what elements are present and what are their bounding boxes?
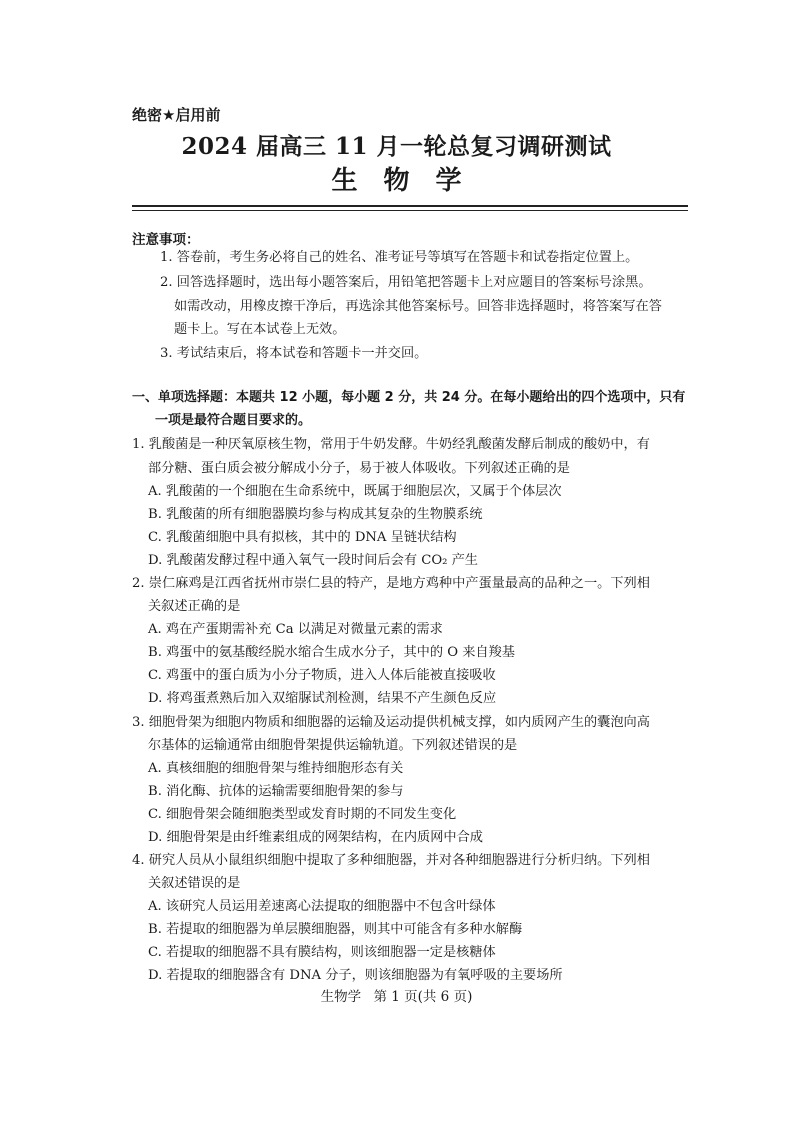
question-stem: 关叙述正确的是 — [148, 599, 241, 614]
question-stem: 尔基体的运输通常由细胞骨架提供运输轨道。下列叙述错误的是 — [148, 738, 518, 753]
option-b: B. 乳酸菌的所有细胞器膜均参与构成其复杂的生物膜系统 — [148, 507, 483, 522]
section-heading-cont: 一项是最符合题目要求的。 — [155, 413, 312, 428]
notice-item: 2. 回答选择题时，选出每小题答案后，用铅笔把答题卡上对应题目的答案标号涂黑。 — [160, 275, 652, 290]
option-a: A. 真核细胞的细胞骨架与维持细胞形态有关 — [148, 761, 404, 776]
header-rule-thin — [132, 210, 688, 211]
header-rule-thick — [132, 205, 688, 207]
option-b: B. 消化酶、抗体的运输需要细胞骨架的参与 — [148, 784, 404, 799]
option-a: A. 乳酸菌的一个细胞在生命系统中，既属于细胞层次，又属于个体层次 — [148, 484, 562, 499]
question-stem: 3. 细胞骨架为细胞内物质和细胞器的运输及运动提供机械支撑，如内质网产生的囊泡向高 — [132, 715, 650, 730]
question-stem: 4. 研究人员从小鼠组织细胞中提取了多种细胞器，并对各种细胞器进行分析归纳。下列相 — [132, 853, 650, 868]
subject-title: 生物学 — [331, 166, 488, 196]
question-stem: 2. 崇仁麻鸡是江西省抚州市崇仁县的特产，是地方鸡种中产蛋量最高的品种之一。下列相 — [132, 576, 650, 591]
notice-item: 题卡上。写在本试卷上无效。 — [174, 322, 346, 337]
page-footer — [0, 985, 793, 1005]
option-c: C. 若提取的细胞器不具有膜结构，则该细胞器一定是核糖体 — [148, 945, 496, 960]
option-a: A. 鸡在产蛋期需补充 Ca 以满足对微量元素的需求 — [148, 622, 443, 637]
question-stem: 部分糖、蛋白质会被分解成小分子，易于被人体吸收。下列叙述正确的是 — [148, 461, 570, 476]
option-d: D. 若提取的细胞器含有 DNA 分子，则该细胞器为有氧呼吸的主要场所 — [148, 968, 563, 983]
option-c: C. 鸡蛋中的蛋白质为小分子物质，进入人体后能被直接吸收 — [148, 668, 496, 683]
option-a: A. 该研究人员运用差速离心法提取的细胞器中不包含叶绿体 — [148, 899, 496, 914]
question-stem: 1. 乳酸菌是一种厌氧原核生物，常用于牛奶发酵。牛奶经乳酸菌发酵后制成的酸奶中，有 — [132, 437, 650, 452]
question-stem: 关叙述错误的是 — [148, 876, 241, 891]
notice-heading: 注意事项： — [132, 232, 200, 248]
option-b: B. 鸡蛋中的氨基酸经脱水缩合生成水分子，其中的 O 来自羧基 — [148, 645, 515, 660]
option-c: C. 乳酸菌细胞中具有拟核，其中的 DNA 呈链状结构 — [148, 530, 457, 545]
option-d: D. 将鸡蛋煮熟后加入双缩脲试剂检测，结果不产生颜色反应 — [148, 691, 497, 706]
notice-item: 如需改动，用橡皮擦干净后，再选涂其他答案标号。回答非选择题时，将答案写在答 — [174, 299, 662, 314]
secret-label: 绝密★启用前 — [132, 106, 221, 124]
section-heading: 一、单项选择题：本题共 12 小题，每小题 2 分，共 24 分。在每小题给出的四个选项中，只有 — [132, 390, 686, 405]
notice-item: 1. 答卷前，考生务必将自己的姓名、准考证号等填写在答题卡和试卷指定位置上。 — [160, 250, 639, 265]
footer-page-number: 第 1 页(共 6 页) — [373, 989, 473, 1005]
exam-title: 2024 届高三 11 月一轮总复习调研测试 — [181, 133, 612, 160]
footer-subject: 生物学 — [320, 989, 362, 1005]
option-b: B. 若提取的细胞器为单层膜细胞器，则其中可能含有多种水解酶 — [148, 922, 523, 937]
option-c: C. 细胞骨架会随细胞类型或发育时期的不同发生变化 — [148, 807, 457, 822]
option-d: D. 乳酸菌发酵过程中通入氧气一段时间后会有 CO₂ 产生 — [148, 553, 478, 568]
notice-item: 3. 考试结束后，将本试卷和答题卡一并交回。 — [160, 346, 428, 361]
option-d: D. 细胞骨架是由纤维素组成的网架结构，在内质网中合成 — [148, 830, 483, 845]
